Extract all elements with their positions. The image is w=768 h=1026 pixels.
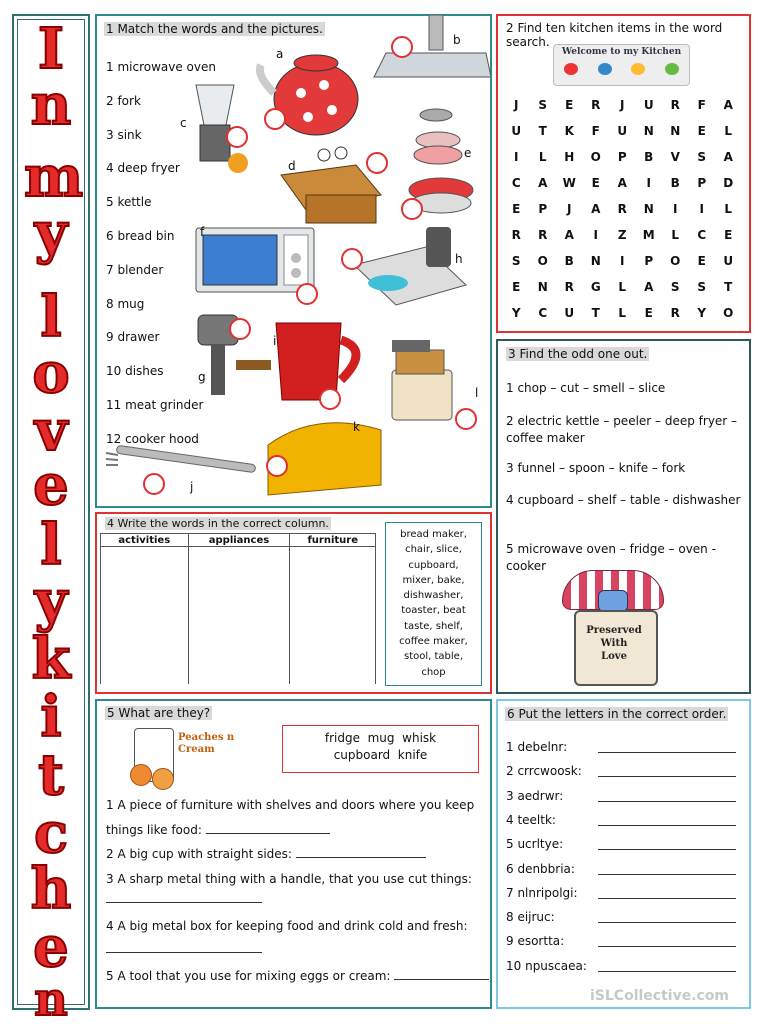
word-search-row bbox=[503, 92, 743, 118]
s2-banner-text: Welcome to my Kitchen bbox=[561, 47, 682, 57]
answer-circle-h[interactable] bbox=[341, 248, 363, 270]
s1-word: 12 cooker hood bbox=[106, 431, 199, 446]
word-search-letter[interactable]: L bbox=[724, 124, 733, 138]
answer-circle-a[interactable] bbox=[264, 108, 286, 130]
s1-word: 11 meat grinder bbox=[106, 398, 204, 412]
answer-line-q5[interactable] bbox=[394, 979, 489, 980]
word-search-grid bbox=[503, 92, 743, 326]
s5-q1-cont: things like food: bbox=[106, 823, 202, 837]
col-appliances: appliances bbox=[188, 534, 290, 547]
word-search-row bbox=[503, 222, 743, 248]
word-search-letter[interactable]: R bbox=[670, 98, 680, 112]
sink-picture bbox=[354, 227, 466, 305]
word-search-letter[interactable]: F bbox=[591, 124, 600, 138]
word-search-row bbox=[503, 196, 743, 222]
s1-word: 2 fork bbox=[106, 93, 141, 108]
word-search-letter[interactable]: P bbox=[538, 202, 548, 216]
title-letter: k bbox=[31, 626, 71, 692]
word-search-letter[interactable]: L bbox=[538, 150, 547, 164]
word-search-letter[interactable]: O bbox=[723, 306, 734, 320]
word-search-letter[interactable]: V bbox=[670, 150, 680, 164]
answer-line-q2[interactable] bbox=[296, 857, 426, 858]
word-search-letter[interactable]: R bbox=[511, 228, 521, 242]
s6-answer-line[interactable] bbox=[598, 874, 736, 875]
label-a: a bbox=[276, 47, 284, 61]
word-search-letter[interactable]: R bbox=[564, 280, 574, 294]
word-search-letter[interactable]: A bbox=[723, 98, 733, 112]
label-k: k bbox=[353, 420, 360, 434]
word-search-row bbox=[503, 300, 743, 326]
s6-anagram: 10 npuscaea: bbox=[506, 958, 587, 973]
s1-word: 7 blender bbox=[106, 262, 164, 277]
word-search-letter[interactable]: A bbox=[538, 176, 548, 190]
s6-answer-line[interactable] bbox=[598, 801, 736, 802]
word-search-letter[interactable]: U bbox=[643, 98, 654, 112]
word-search-letter[interactable]: B bbox=[670, 176, 680, 190]
word-search-letter[interactable]: U bbox=[511, 124, 522, 138]
answer-line-q3[interactable] bbox=[106, 902, 262, 903]
s1-word: 10 dishes bbox=[106, 364, 164, 379]
word-search-letter[interactable]: N bbox=[643, 202, 654, 216]
answer-circle-g[interactable] bbox=[229, 318, 251, 340]
answer-circle-k[interactable] bbox=[266, 455, 288, 477]
s4-word: taste, shelf, bbox=[404, 620, 463, 632]
word-search-letter[interactable]: Y bbox=[697, 306, 707, 320]
s6-anagram: 9 esortta: bbox=[506, 934, 565, 949]
word-search-letter[interactable]: U bbox=[617, 124, 628, 138]
word-search-row bbox=[503, 248, 743, 274]
s4-heading: 4 Write the words in the correct column. bbox=[107, 517, 329, 530]
title-letter: i bbox=[40, 684, 62, 750]
word-search-letter[interactable]: N bbox=[643, 124, 654, 138]
word-search-letter[interactable]: L bbox=[618, 306, 627, 320]
answer-circle-c[interactable] bbox=[226, 126, 248, 148]
word-search-letter[interactable]: I bbox=[699, 202, 704, 216]
word-search-letter[interactable]: N bbox=[670, 124, 681, 138]
col-activities: activities bbox=[101, 534, 189, 547]
word-search-letter[interactable]: E bbox=[565, 98, 574, 112]
peaches-can-picture bbox=[130, 724, 260, 790]
s1-word: 4 deep fryer bbox=[106, 161, 180, 176]
title-letter: e bbox=[33, 914, 69, 980]
title-letter: o bbox=[32, 340, 70, 406]
word-search-letter[interactable]: Z bbox=[617, 228, 627, 242]
title-letter: y bbox=[34, 200, 68, 266]
jar-text-1: Preserved bbox=[586, 625, 642, 636]
can-peach-2 bbox=[152, 768, 174, 790]
s5-q1: 1 A piece of furniture with shelves and doors where you keep bbox=[106, 798, 475, 812]
title-letter: e bbox=[33, 452, 69, 518]
fork-picture bbox=[106, 445, 256, 472]
title-letter: c bbox=[33, 800, 69, 866]
s6-anagram: 1 debelnr: bbox=[506, 740, 568, 754]
mug-picture bbox=[276, 323, 356, 400]
s5-word-box-line-1: fridge mug whisk bbox=[324, 731, 437, 745]
s5-q1-line bbox=[106, 823, 330, 837]
s3-item-1: 1 chop – cut – smell – slice bbox=[506, 381, 666, 395]
label-e: e bbox=[464, 146, 472, 160]
s4-word-list bbox=[386, 527, 481, 680]
word-search-letter[interactable]: A bbox=[617, 176, 627, 190]
s3-item-4: 4 cupboard – shelf – table - dishwasher bbox=[506, 493, 741, 507]
title-letter: l bbox=[40, 512, 62, 578]
answer-circle-l[interactable] bbox=[455, 408, 477, 430]
s6-anagram: 7 nlnripolgi: bbox=[506, 885, 578, 900]
word-search-letter[interactable]: E bbox=[512, 202, 521, 216]
s4-word: coffee maker, bbox=[399, 636, 468, 648]
word-search-letter[interactable]: H bbox=[564, 150, 575, 164]
word-search-letter[interactable]: R bbox=[617, 202, 627, 216]
word-search-letter[interactable]: A bbox=[723, 150, 733, 164]
word-search-letter[interactable]: A bbox=[644, 280, 654, 294]
s6-anagram: 3 aedrwr: bbox=[506, 788, 564, 803]
s6-answer-line[interactable] bbox=[598, 922, 736, 923]
word-search-row bbox=[503, 170, 743, 196]
word-search-letter[interactable]: I bbox=[514, 150, 519, 164]
s6-answer-line[interactable] bbox=[598, 825, 736, 826]
word-search-letter[interactable]: E bbox=[697, 124, 706, 138]
word-search-letter[interactable]: R bbox=[591, 98, 601, 112]
s6-answer-line[interactable] bbox=[598, 971, 736, 972]
s6-answer-line[interactable] bbox=[598, 776, 736, 777]
word-search-row bbox=[503, 144, 743, 170]
word-search-letter[interactable]: B bbox=[644, 150, 654, 164]
s6-heading: 6 Put the letters in the correct order. bbox=[507, 707, 727, 721]
s5-heading: 5 What are they? bbox=[107, 706, 211, 720]
s1-word: 8 mug bbox=[106, 296, 145, 311]
answer-line-q4[interactable] bbox=[106, 952, 262, 953]
word-search-letter[interactable]: J bbox=[620, 98, 625, 112]
answer-circle-e[interactable] bbox=[401, 198, 423, 220]
word-search-letter[interactable]: C bbox=[511, 176, 521, 190]
word-search-letter[interactable]: W bbox=[562, 176, 576, 190]
word-search-letter[interactable]: S bbox=[670, 280, 680, 294]
jam-jar-picture bbox=[558, 570, 670, 684]
word-search-letter[interactable]: C bbox=[538, 306, 548, 320]
s6-anagram: 8 eijruc: bbox=[506, 910, 555, 925]
s6-anagram: 6 denbbria: bbox=[506, 861, 575, 876]
label-f: f bbox=[200, 225, 205, 239]
cell-activities[interactable] bbox=[101, 547, 189, 685]
label-j: j bbox=[190, 480, 194, 494]
s4-word: bread maker, bbox=[400, 529, 467, 540]
word-search-letter[interactable]: U bbox=[564, 306, 575, 320]
word-search-letter[interactable]: R bbox=[670, 306, 680, 320]
answer-circle-b[interactable] bbox=[391, 36, 413, 58]
s5-q4: 4 A big metal box for keeping food and drink cold and fresh: bbox=[106, 919, 468, 933]
title-letter: v bbox=[34, 398, 68, 464]
word-search-letter[interactable]: L bbox=[618, 280, 627, 294]
word-search-letter[interactable]: I bbox=[673, 202, 678, 216]
s3-item-5: 5 microwave oven – fridge – oven - cooker bbox=[506, 542, 716, 573]
s3-heading: 3 Find the odd one out. bbox=[508, 347, 648, 361]
word-search-letter[interactable]: T bbox=[591, 306, 600, 320]
jar-text-3: Love bbox=[601, 651, 627, 662]
word-search-letter[interactable]: I bbox=[620, 254, 625, 268]
s6-answer-line[interactable] bbox=[598, 752, 736, 753]
s1-word: 5 kettle bbox=[106, 195, 152, 210]
label-i: i bbox=[273, 334, 277, 348]
label-g: g bbox=[198, 370, 206, 384]
word-search-letter[interactable]: G bbox=[590, 280, 601, 294]
title-letter: h bbox=[30, 856, 72, 922]
can-text: Peaches n Cream bbox=[178, 732, 235, 755]
s4-word: dishwasher, bbox=[403, 590, 464, 602]
word-search-letter[interactable]: L bbox=[724, 202, 733, 216]
jar-text-2: With bbox=[600, 638, 628, 649]
s3-item-2: 2 electric kettle – peeler – deep fryer – coffee maker bbox=[506, 414, 738, 445]
s1-word: 6 bread bin bbox=[106, 229, 175, 243]
word-search-letter[interactable]: J bbox=[567, 202, 572, 216]
cell-furniture[interactable] bbox=[290, 547, 376, 685]
s4-word: chair, slice, bbox=[405, 544, 462, 556]
word-search-letter[interactable]: I bbox=[593, 228, 598, 242]
word-search-letter[interactable]: R bbox=[538, 228, 548, 242]
title-letter: y bbox=[34, 568, 68, 634]
s4-word: toaster, beat bbox=[401, 605, 466, 617]
word-search-letter[interactable]: N bbox=[537, 280, 548, 294]
word-search-letter[interactable]: I bbox=[646, 176, 651, 190]
s4-word: stool, table, bbox=[403, 651, 463, 663]
s2-heading: 2 Find ten kitchen items in the word search. bbox=[506, 21, 723, 49]
s6-anagram: 4 teeltk: bbox=[506, 812, 556, 827]
title-letter: n bbox=[34, 972, 68, 1026]
label-d: d bbox=[288, 159, 296, 173]
title-letter: t bbox=[38, 742, 64, 808]
answer-circle-i[interactable] bbox=[319, 388, 341, 410]
can-peach-1 bbox=[130, 764, 152, 786]
answer-line-q1[interactable] bbox=[206, 833, 330, 834]
answer-circle-d[interactable] bbox=[366, 152, 388, 174]
title-letter: n bbox=[30, 72, 72, 138]
title-letter: I bbox=[37, 16, 65, 82]
word-search-letter[interactable]: E bbox=[644, 306, 653, 320]
word-search-letter[interactable]: B bbox=[564, 254, 574, 268]
microwave-picture bbox=[196, 228, 314, 292]
col-furniture: furniture bbox=[290, 534, 376, 547]
word-search-letter[interactable]: L bbox=[671, 228, 680, 242]
word-search-letter[interactable]: O bbox=[670, 254, 681, 268]
s5-q2-line bbox=[106, 847, 426, 861]
word-search-letter[interactable]: S bbox=[697, 280, 707, 294]
jar-label bbox=[578, 624, 650, 663]
word-search-letter[interactable]: J bbox=[514, 98, 519, 112]
s4-word: mixer, bake, bbox=[402, 574, 465, 586]
word-search-row bbox=[503, 274, 743, 300]
s1-heading: 1 Match the words and the pictures. bbox=[106, 22, 323, 36]
s1-word: 9 drawer bbox=[106, 330, 160, 345]
s4-word: chop bbox=[421, 666, 446, 678]
word-search-letter[interactable]: P bbox=[617, 150, 627, 164]
deep-fryer-picture bbox=[392, 340, 452, 420]
word-search-letter[interactable]: O bbox=[590, 150, 601, 164]
dishes-picture bbox=[409, 109, 473, 213]
s5-q2: 2 A big cup with straight sides: bbox=[106, 847, 292, 861]
s6-anagram: 5 ucrltye: bbox=[506, 837, 564, 852]
word-search-letter[interactable]: N bbox=[590, 254, 601, 268]
s1-word: 3 sink bbox=[106, 127, 142, 142]
word-search-letter[interactable]: E bbox=[591, 176, 600, 190]
cell-appliances[interactable] bbox=[188, 547, 290, 685]
s6-anagram: 2 crrcwoosk: bbox=[506, 764, 582, 779]
s4-column-table bbox=[100, 533, 376, 684]
word-search-letter[interactable]: A bbox=[564, 228, 574, 242]
word-search-letter[interactable]: E bbox=[724, 228, 733, 242]
s2-banner-pots bbox=[554, 57, 689, 75]
word-search-letter[interactable]: F bbox=[697, 98, 706, 112]
word-search-letter[interactable]: D bbox=[723, 176, 734, 190]
s4-word: cupboard, bbox=[408, 559, 459, 571]
s6-answer-line[interactable] bbox=[598, 849, 736, 850]
word-search-letter[interactable]: T bbox=[538, 124, 547, 138]
word-search-letter[interactable]: S bbox=[697, 150, 707, 164]
word-search-row bbox=[503, 118, 743, 144]
word-search-letter[interactable]: E bbox=[697, 254, 706, 268]
word-search-letter[interactable]: T bbox=[724, 280, 733, 294]
s6-answer-line[interactable] bbox=[598, 946, 736, 947]
word-search-letter[interactable]: U bbox=[723, 254, 734, 268]
label-h: h bbox=[455, 252, 463, 266]
answer-circle-j[interactable] bbox=[143, 473, 165, 495]
word-search-letter[interactable]: P bbox=[644, 254, 654, 268]
word-search-letter[interactable]: Y bbox=[511, 306, 521, 320]
jar-bow bbox=[598, 590, 628, 612]
word-search-letter[interactable]: A bbox=[591, 202, 601, 216]
label-c: c bbox=[180, 116, 187, 130]
word-search-letter[interactable]: S bbox=[538, 98, 548, 112]
word-search-letter[interactable]: K bbox=[564, 124, 574, 138]
s5-q5-line bbox=[106, 969, 489, 983]
title-letter: m bbox=[24, 144, 84, 210]
word-search-letter[interactable]: E bbox=[512, 280, 521, 294]
word-search-letter[interactable]: O bbox=[537, 254, 548, 268]
word-search-letter[interactable]: S bbox=[511, 254, 521, 268]
s1-word: 1 microwave oven bbox=[106, 60, 216, 74]
answer-circle-f[interactable] bbox=[296, 283, 318, 305]
word-search-letter[interactable]: P bbox=[697, 176, 707, 190]
footer-watermark: iSLCollective.com bbox=[590, 988, 730, 1004]
s6-answer-line[interactable] bbox=[598, 898, 736, 899]
s5-word-box-line-2: cupboard knife bbox=[333, 748, 428, 762]
s3-item-3: 3 funnel – spoon – knife – fork bbox=[506, 461, 686, 475]
s1-pictures bbox=[96, 15, 491, 507]
word-search-letter[interactable]: M bbox=[642, 228, 655, 242]
s5-q3: 3 A sharp metal thing with a handle, that you use cut things: bbox=[106, 872, 472, 886]
label-b: b bbox=[453, 33, 461, 47]
title-letter: l bbox=[40, 284, 62, 350]
label-l: l bbox=[475, 386, 479, 400]
s2-banner bbox=[553, 44, 690, 86]
word-search-letter[interactable]: C bbox=[697, 228, 707, 242]
s5-q5: 5 A tool that you use for mixing eggs or cream: bbox=[106, 969, 391, 983]
